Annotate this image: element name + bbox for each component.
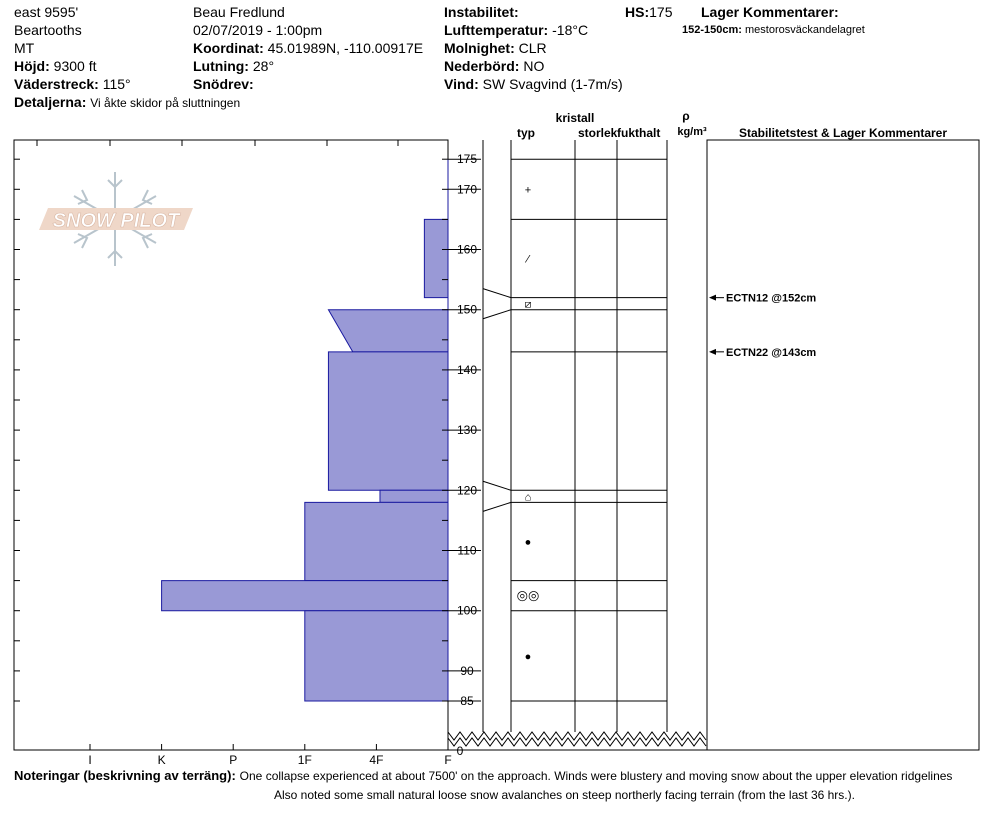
notes-row	[14, 767, 952, 784]
details-value: Vi åkte skidor på sluttningen	[90, 96, 241, 110]
state: MT	[14, 40, 35, 56]
x-tick-label: I	[88, 753, 92, 767]
layer-connector	[483, 502, 511, 511]
y-tick-label: 160	[456, 242, 478, 257]
coord-label: Koordinat:	[193, 40, 264, 56]
observer: Beau Fredlund	[193, 4, 285, 20]
sky-label: Molnighet:	[444, 40, 515, 56]
notes-line-2: Also noted some small natural loose snow avalanches on steep northerly facing terrain (from the last 36 hrs.).	[274, 788, 855, 802]
stability-test-label: ECTN12 @152cm	[726, 292, 817, 305]
header-type: typ	[517, 126, 535, 140]
slope-value: 28°	[252, 58, 275, 74]
hs-label: HS:	[625, 4, 650, 20]
notes-label: Noteringar (beskrivning av terräng):	[14, 768, 236, 783]
x-tick-label: P	[229, 753, 238, 767]
header-density-unit: kg/m³	[677, 126, 707, 138]
hardness-bar	[328, 352, 448, 490]
wind-label: Vind:	[444, 76, 479, 92]
crystal-type-symbol: +	[524, 184, 532, 197]
y-tick-label: 90	[460, 663, 474, 678]
y-axis	[448, 152, 481, 758]
layer-comments-label: Lager Kommentarer:	[701, 4, 839, 20]
y-tick-label: 110	[457, 543, 477, 558]
wind-loading-label: Snödrev:	[193, 76, 254, 92]
layer-table	[448, 140, 707, 750]
hardness-bar	[305, 502, 448, 580]
logo-text: SNOW PILOT	[52, 210, 180, 232]
hardness-bar	[424, 219, 448, 297]
crystal-type-symbol: ⧄	[524, 298, 532, 311]
hardness-bar	[162, 581, 448, 611]
aspect-label: Väderstreck:	[14, 76, 99, 92]
air-temp-label: Lufttemperatur:	[444, 22, 549, 38]
y-tick-label: 130	[456, 423, 478, 438]
range: Beartooths	[14, 22, 82, 38]
test-arrow-icon	[709, 295, 716, 301]
stability-panel-frame	[707, 140, 979, 750]
x-tick-label: F	[444, 753, 452, 767]
crystal-type-symbol: ●	[524, 536, 532, 549]
header-moisture: fukthalt	[617, 126, 661, 140]
sky-value: CLR	[518, 40, 547, 56]
layer-connector	[483, 289, 511, 298]
coord-value: 45.01989N, -110.00917E	[267, 40, 424, 56]
x-tick-label: 4F	[369, 753, 384, 767]
y-tick-label: 85	[460, 694, 474, 708]
x-tick-label: K	[157, 753, 166, 767]
crystal-type-symbol: ●	[524, 650, 532, 663]
header-density-symbol: ρ	[682, 109, 690, 123]
slope-label: Lutning:	[193, 58, 249, 74]
y-tick-label: 170	[456, 182, 478, 197]
y-tick-label: 100	[456, 603, 478, 618]
test-arrow-icon	[709, 349, 716, 355]
precip-value: NO	[523, 58, 545, 74]
hardness-bar	[328, 310, 448, 352]
ground-zigzag-bottom	[448, 738, 706, 746]
wind-value: SW Svagvind (1-7m/s)	[482, 76, 623, 92]
layer-connector	[483, 481, 511, 490]
layer-comment-range: 152-150cm:	[682, 24, 742, 36]
elevation-value: 9300 ft	[53, 58, 97, 74]
datetime: 02/07/2019 - 1:00pm	[193, 22, 323, 38]
y-tick-label: 175	[456, 152, 478, 167]
y-tick-label: 120	[456, 483, 478, 498]
hardness-bar	[305, 611, 448, 701]
crystal-type-symbol: ⁄	[527, 253, 529, 266]
header-stability: Stabilitetstest & Lager Kommentarer	[738, 126, 948, 140]
layer-connector	[483, 310, 511, 319]
details-label: Detaljerna:	[14, 94, 87, 110]
header-crystal: kristall	[555, 111, 595, 125]
ground-zigzag-top	[448, 732, 706, 740]
crystal-type-symbol: ◎◎	[516, 587, 540, 603]
stability-test-label: ECTN22 @143cm	[726, 346, 817, 359]
top-tick-marks	[37, 140, 398, 146]
y-tick-label: 150	[456, 302, 478, 317]
hardness-bars	[162, 159, 448, 701]
stability-tests	[709, 293, 816, 359]
precip-label: Nederbörd:	[444, 58, 520, 74]
hs-value: 175	[649, 4, 673, 20]
y-ground-label: 0	[456, 744, 464, 758]
header-size: storlek	[578, 126, 618, 140]
air-temp-value: -18°C	[552, 22, 589, 38]
hardness-bar	[380, 490, 448, 502]
notes-line-1: One collapse experienced at about 7500' on the approach. Winds were blustery and moving snow about the upper elevation ridgelines	[239, 769, 953, 783]
instability-label: Instabilitet:	[444, 4, 519, 20]
layer-comment-text: mestorosväckandelagret	[745, 24, 865, 36]
snowpilot-logo	[39, 172, 193, 266]
location: east 9595'	[14, 4, 79, 20]
x-axis	[88, 744, 451, 767]
elevation-label: Höjd:	[14, 58, 50, 74]
x-tick-label: 1F	[297, 753, 312, 767]
crystal-type-symbol: ⌂	[524, 491, 532, 504]
y-tick-label: 140	[456, 362, 478, 377]
aspect-value: 115°	[102, 76, 131, 92]
